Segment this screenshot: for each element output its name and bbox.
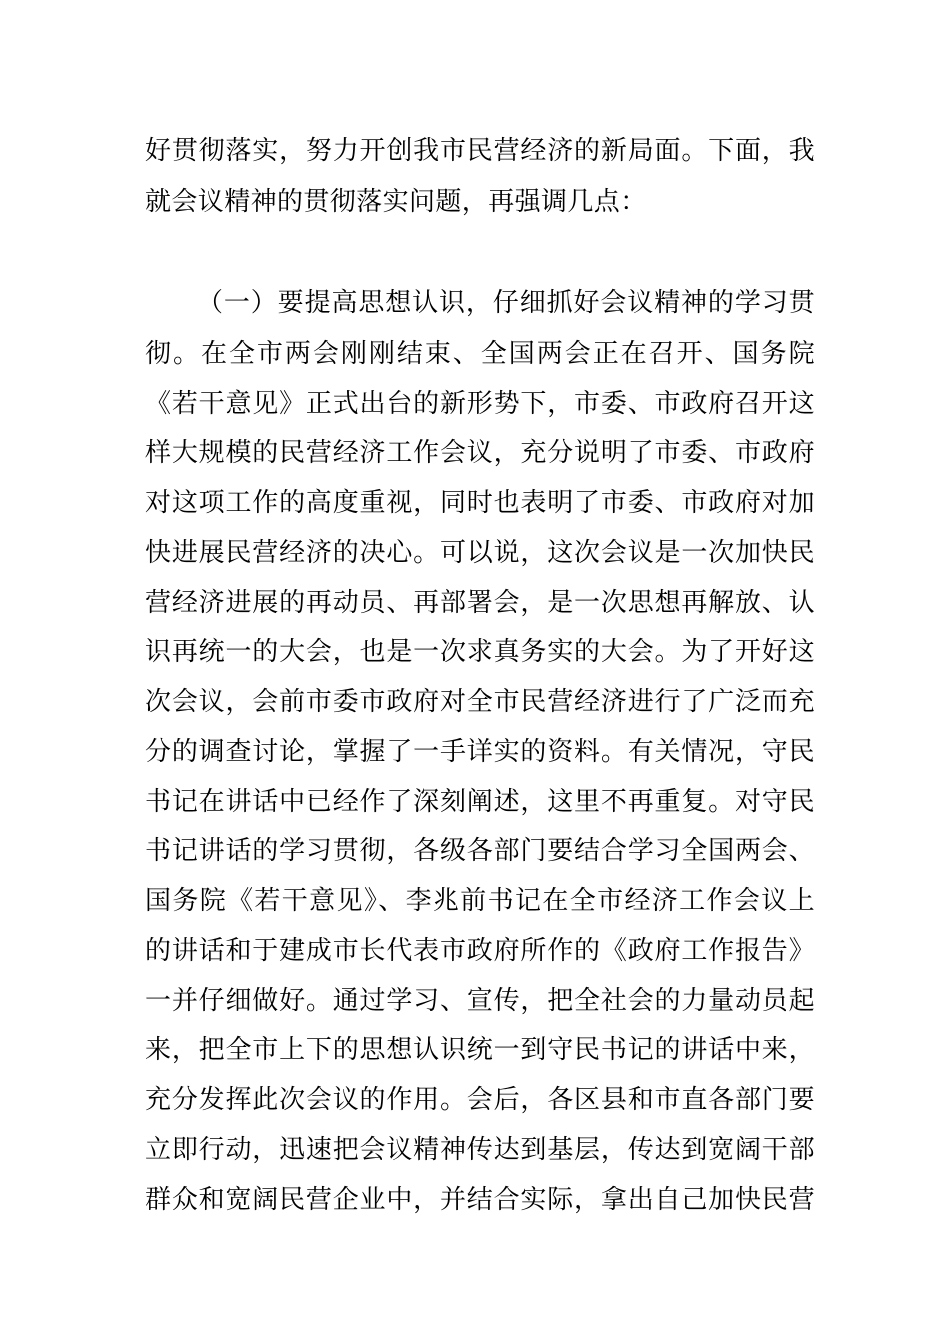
paragraph-2-line-9: 次会议，会前市委市政府对全市民营经济进行了广泛而充 (145, 687, 815, 717)
paragraph-2-line-16: 来，把全市上下的思想认识统一到守民书记的讲话中来， (145, 1035, 815, 1065)
paragraph-2-line-18: 立即行动，迅速把会议精神传达到基层，传达到宽阔干部 (145, 1135, 815, 1165)
paragraph-2-line-13: 国务院《若干意见》、李兆前书记在全市经济工作会议上 (145, 886, 815, 916)
paragraph-2-line-10: 分的调查讨论，掌握了一手详实的资料。有关情况，守民 (145, 737, 815, 767)
paragraph-1-line-2: 就会议精神的贯彻落实问题，再强调几点： (145, 187, 647, 217)
paragraph-2-line-1: （一）要提高思想认识，仔细抓好会议精神的学习贯 (197, 288, 815, 318)
paragraph-2-line-14: 的讲话和于建成市长代表市政府所作的《政府工作报告》 (145, 936, 815, 966)
paragraph-2-line-7: 营经济进展的再动员、再部署会，是一次思想再解放、认 (145, 588, 815, 618)
paragraph-1-line-1: 好贯彻落实，努力开创我市民营经济的新局面。下面，我 (145, 136, 815, 166)
paragraph-2-line-6: 快进展民营经济的决心。可以说，这次会议是一次加快民 (145, 538, 815, 568)
paragraph-2-line-5: 对这项工作的高度重视，同时也表明了市委、市政府对加 (145, 488, 815, 518)
paragraph-2-line-11: 书记在讲话中已经作了深刻阐述，这里不再重复。对守民 (145, 787, 815, 817)
paragraph-2-line-12: 书记讲话的学习贯彻，各级各部门要结合学习全国两会、 (145, 836, 815, 866)
paragraph-2-line-17: 充分发挥此次会议的作用。会后，各区县和市直各部门要 (145, 1085, 815, 1115)
paragraph-2-line-3: 《若干意见》正式出台的新形势下，市委、市政府召开这 (145, 389, 815, 419)
paragraph-2-line-15: 一并仔细做好。通过学习、宣传，把全社会的力量动员起 (145, 986, 815, 1016)
paragraph-2-line-4: 样大规模的民营经济工作会议，充分说明了市委、市政府 (145, 438, 815, 468)
paragraph-2-line-8: 识再统一的大会，也是一次求真务实的大会。为了开好这 (145, 637, 815, 667)
paragraph-2-line-2: 彻。在全市两会刚刚结束、全国两会正在召开、国务院 (145, 339, 815, 369)
paragraph-2-line-19: 群众和宽阔民营企业中，并结合实际，拿出自己加快民营 (145, 1185, 815, 1215)
